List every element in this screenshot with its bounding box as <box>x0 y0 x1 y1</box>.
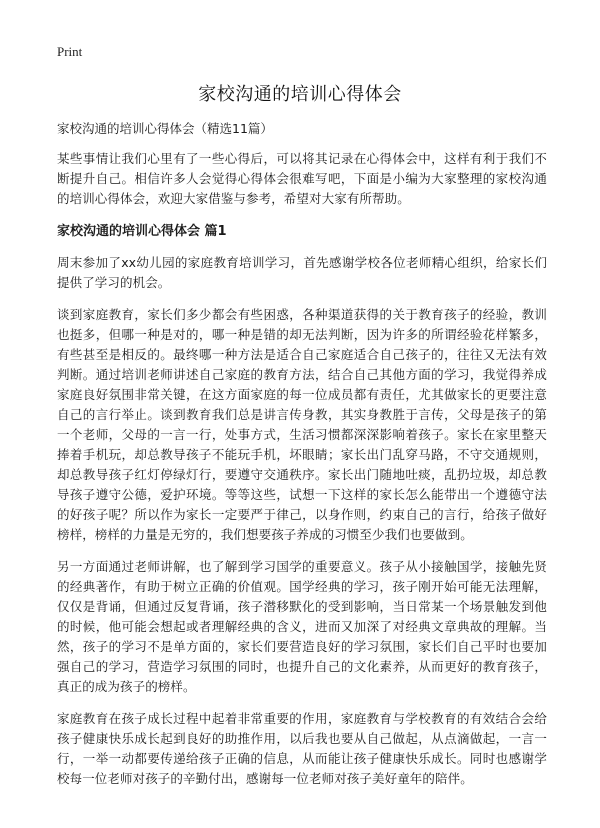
body-paragraph-1: 周末参加了xx幼儿园的家庭教育培训学习，首先感谢学校各位老师精心组织，给家长们提供了学习的机会。 <box>57 255 547 290</box>
intro-paragraph: 某些事情让我们心里有了一些心得后，可以将其记录在心得体会中，这样有利于我们不断提升自己。相信许多人会觉得心得体会很难写吧，下面是小编为大家整理的家校沟通的培训心得体会，欢迎大家借鉴与参考，希望对大家有所帮助。 <box>57 151 547 206</box>
body-paragraph-2: 谈到家庭教育，家长们多少都会有些困惑，各种渠道获得的关于教育孩子的经验，教训也挺多，但哪一种是对的，哪一种是错的却无法判断，因为许多的所谓经验花样繁多，有些甚至是相反的。最终哪一种方法是适合自己家庭适合自己孩子的，往往又无法有效判断。通过培训老师讲述自己家庭的教育方法，结合自己其他方面的学习，我觉得养成家庭良好氛围非常关键，在这方面家庭的每一位成员都有责任，尤其做家长的更要注意自己的言行举止。谈到教育我们总是讲言传身教，其实身教胜于言传，父母是孩子的第一个老师，父母的一言一行，处事方式，生活习惯都深深影响着孩子。家长在家里整天捧着手机玩，却总教导孩子不能玩手机，坏眼睛；家长出门乱穿马路，不守交通规则，却总教导孩子红灯停绿灯行，要遵守交通秩序。家长出门随地吐痰，乱扔垃圾，却总教导孩子遵守公德，爱护环境。等等这些，试想一下这样的家长怎么能带出一个遵德守法的好孩子呢？所以作为家长一定要严于律己，以身作则，约束自己的言行，给孩子做好榜样，榜样的力量是无穷的，我们想要孩子养成的习惯至少我们也要做到。 <box>57 307 547 542</box>
body-paragraph-4: 家庭教育在孩子成长过程中起着非常重要的作用，家庭教育与学校教育的有效结合会给孩子健康快乐成长起到良好的助推作用，以后我也要从自己做起，从点滴做起，一言一行，一举一动都要传递给孩子正确的信息，从而能让孩子健康快乐成长。同时也感谢学校每一位老师对孩子的辛勤付出，感谢每一位老师对孩子美好童年的陪伴。 <box>57 711 547 786</box>
body-paragraph-3: 另一方面通过老师讲解，也了解到学习国学的重要意义。孩子从小接触国学，接触先贤的经典著作，有助于树立正确的价值观。国学经典的学习，孩子刚开始可能无法理解，仅仅是背诵，但通过反复背诵，孩子潜移默化的受到影响，当日常某一个场景触发到他的时候，他可能会想起或者理解经典的含义，进而又加深了对经典文章典故的理解。当然，孩子的学习不是单方面的，家长们要营造良好的学习氛围，家长们自己平时也要加强自己的学习，营造学习氛围的同时，也提升自己的文化素养，从而更好的教育孩子，真正的成为孩子的榜样。 <box>57 559 547 694</box>
document-title: 家校沟通的培训心得体会 <box>198 84 402 105</box>
print-label: Print <box>57 44 83 59</box>
document-subtitle: 家校沟通的培训心得体会（精选11篇） <box>57 121 273 136</box>
document-body <box>57 119 547 801</box>
section-heading: 家校沟通的培训心得体会 篇1 <box>57 224 227 239</box>
